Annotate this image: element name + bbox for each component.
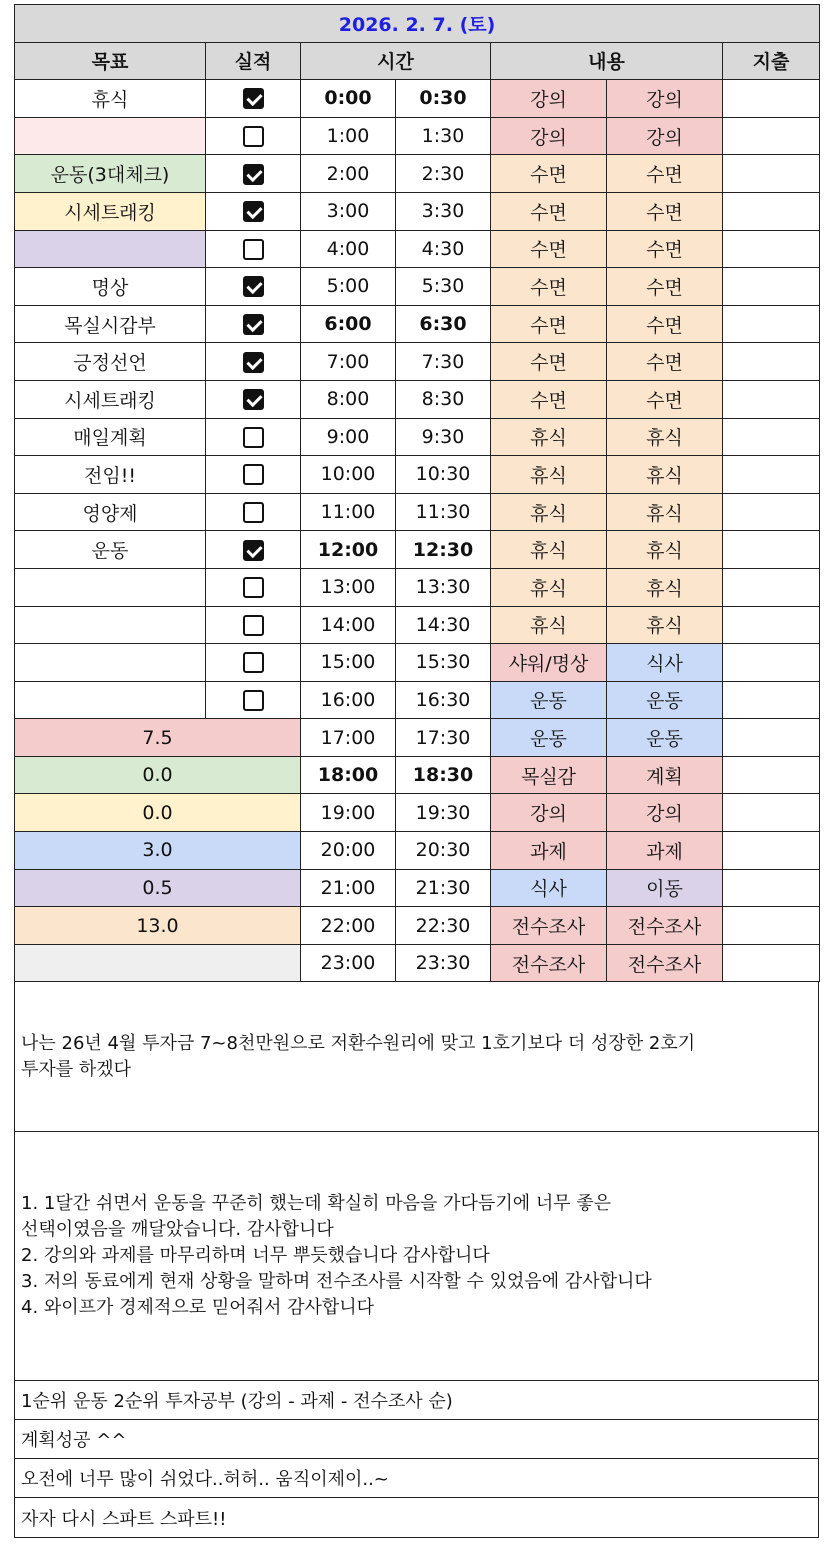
content-cell-first[interactable]: 수면 xyxy=(491,230,607,268)
time-half-cell: 18:30 xyxy=(396,756,491,794)
schedule-row xyxy=(15,832,820,870)
content-cell-second[interactable]: 휴식 xyxy=(607,568,723,606)
content-cell-second[interactable]: 휴식 xyxy=(607,456,723,494)
content-cell-second[interactable]: 이동 xyxy=(607,869,723,907)
time-start-cell: 5:00 xyxy=(301,268,396,306)
checkbox-checked[interactable] xyxy=(243,88,264,109)
time-half-cell: 0:30 xyxy=(396,80,491,118)
expense-cell[interactable] xyxy=(723,343,820,381)
gratitude-line: 4. 와이프가 경제적으로 믿어줘서 감사합니다 xyxy=(21,1297,375,1319)
goal-cell[interactable]: 명상 xyxy=(15,268,206,306)
content-cell-second[interactable]: 계획 xyxy=(607,756,723,794)
result-cell xyxy=(206,644,301,682)
result-cell xyxy=(206,606,301,644)
gratitude-text xyxy=(21,1191,652,1321)
time-half-cell: 23:30 xyxy=(396,944,491,982)
header-time: 시간 xyxy=(301,42,491,80)
result-cell xyxy=(206,456,301,494)
schedule-row xyxy=(15,80,820,118)
checkbox-checked[interactable] xyxy=(243,540,264,561)
daily-planner-sheet xyxy=(14,4,819,1538)
gratitude-box[interactable] xyxy=(15,1132,818,1381)
time-half-cell: 10:30 xyxy=(396,456,491,494)
schedule-row xyxy=(15,681,820,719)
schedule-row xyxy=(15,644,820,682)
goal-cell[interactable]: 시세트래킹 xyxy=(15,380,206,418)
time-half-cell: 20:30 xyxy=(396,832,491,870)
checkbox-checked[interactable] xyxy=(243,164,264,185)
checkbox-unchecked[interactable] xyxy=(243,502,264,523)
time-start-cell: 22:00 xyxy=(301,907,396,945)
content-cell-second[interactable]: 강의 xyxy=(607,80,723,118)
schedule-row xyxy=(15,117,820,155)
content-cell-second[interactable]: 휴식 xyxy=(607,493,723,531)
affirmation-text xyxy=(21,1031,695,1083)
content-cell-first[interactable]: 전수조사 xyxy=(491,944,607,982)
content-cell-first[interactable]: 강의 xyxy=(491,80,607,118)
content-cell-first[interactable]: 수면 xyxy=(491,343,607,381)
schedule-row xyxy=(15,606,820,644)
checkbox-unchecked[interactable] xyxy=(243,615,264,636)
expense-cell[interactable] xyxy=(723,606,820,644)
result-cell xyxy=(206,418,301,456)
content-cell-second[interactable]: 휴식 xyxy=(607,531,723,569)
result-cell xyxy=(206,192,301,230)
gratitude-line: 2. 강의와 과제를 마무리하며 너무 뿌듯했습니다 감사합니다 xyxy=(21,1245,490,1267)
content-cell-first[interactable]: 수면 xyxy=(491,268,607,306)
expense-cell[interactable] xyxy=(723,907,820,945)
content-cell-first[interactable]: 강의 xyxy=(491,794,607,832)
time-start-cell: 12:00 xyxy=(301,531,396,569)
expense-cell[interactable] xyxy=(723,493,820,531)
gratitude-line: 3. 저의 동료에게 현재 상황을 말하며 전수조사를 시작할 수 있었음에 감사합니다 xyxy=(21,1271,652,1293)
checkbox-checked[interactable] xyxy=(243,201,264,222)
content-cell-second[interactable]: 운동 xyxy=(607,719,723,757)
schedule-row xyxy=(15,719,820,757)
header-goal: 목표 xyxy=(15,42,206,80)
result-cell xyxy=(206,305,301,343)
schedule-row xyxy=(15,456,820,494)
content-cell-first[interactable]: 샤워/명상 xyxy=(491,644,607,682)
schedule-row xyxy=(15,531,820,569)
checkbox-checked[interactable] xyxy=(243,276,264,297)
schedule-row xyxy=(15,568,820,606)
goal-cell[interactable] xyxy=(15,117,206,155)
time-start-cell: 21:00 xyxy=(301,869,396,907)
category-total-cell: 7.5 xyxy=(15,719,301,757)
time-half-cell: 21:30 xyxy=(396,869,491,907)
checkbox-unchecked[interactable] xyxy=(243,690,264,711)
time-start-cell: 7:00 xyxy=(301,343,396,381)
time-half-cell: 14:30 xyxy=(396,606,491,644)
expense-cell[interactable] xyxy=(723,794,820,832)
time-half-cell: 16:30 xyxy=(396,681,491,719)
header-content: 내용 xyxy=(491,42,723,80)
review-list xyxy=(15,1381,818,1537)
content-cell-second[interactable]: 과제 xyxy=(607,832,723,870)
schedule-row xyxy=(15,493,820,531)
checkbox-checked[interactable] xyxy=(243,314,264,335)
checkbox-unchecked[interactable] xyxy=(243,126,264,147)
result-cell xyxy=(206,531,301,569)
time-half-cell: 22:30 xyxy=(396,907,491,945)
goal-cell[interactable]: 전임!! xyxy=(15,456,206,494)
header-row xyxy=(15,42,820,80)
time-start-cell: 20:00 xyxy=(301,832,396,870)
content-cell-first[interactable]: 휴식 xyxy=(491,568,607,606)
time-half-cell: 2:30 xyxy=(396,155,491,193)
affirmation-line: 투자를 하겠다 xyxy=(21,1058,132,1080)
schedule-row xyxy=(15,343,820,381)
time-start-cell: 18:00 xyxy=(301,756,396,794)
time-half-cell: 12:30 xyxy=(396,531,491,569)
time-start-cell: 3:00 xyxy=(301,192,396,230)
header-result: 실적 xyxy=(206,42,301,80)
content-cell-first[interactable]: 목실감 xyxy=(491,756,607,794)
review-row[interactable]: 1순위 운동 2순위 투자공부 (강의 - 과제 - 전수조사 순) xyxy=(15,1381,818,1420)
goal-cell[interactable]: 시세트래킹 xyxy=(15,192,206,230)
goal-cell[interactable] xyxy=(15,568,206,606)
checkbox-unchecked[interactable] xyxy=(243,239,264,260)
content-cell-second[interactable]: 수면 xyxy=(607,192,723,230)
schedule-row xyxy=(15,756,820,794)
result-cell xyxy=(206,117,301,155)
goal-cell[interactable] xyxy=(15,681,206,719)
time-half-cell: 13:30 xyxy=(396,568,491,606)
content-cell-second[interactable]: 수면 xyxy=(607,268,723,306)
content-cell-first[interactable]: 전수조사 xyxy=(491,907,607,945)
content-cell-second[interactable]: 전수조사 xyxy=(607,907,723,945)
content-cell-first[interactable]: 운동 xyxy=(491,681,607,719)
expense-cell[interactable] xyxy=(723,80,820,118)
content-cell-first[interactable]: 수면 xyxy=(491,305,607,343)
category-total-cell: 0.0 xyxy=(15,794,301,832)
checkbox-unchecked[interactable] xyxy=(243,464,264,485)
time-start-cell: 6:00 xyxy=(301,305,396,343)
expense-cell[interactable] xyxy=(723,568,820,606)
goal-cell[interactable]: 영양제 xyxy=(15,493,206,531)
goal-cell[interactable]: 목실시감부 xyxy=(15,305,206,343)
affirmation-line: 나는 26년 4월 투자금 7~8천만원으로 저환수원리에 맞고 1호기보다 더 성장한 2호기 xyxy=(21,1032,696,1054)
time-half-cell: 9:30 xyxy=(396,418,491,456)
time-half-cell: 4:30 xyxy=(396,230,491,268)
expense-cell[interactable] xyxy=(723,380,820,418)
time-start-cell: 0:00 xyxy=(301,80,396,118)
goal-cell[interactable]: 긍정선언 xyxy=(15,343,206,381)
content-cell-first[interactable]: 휴식 xyxy=(491,606,607,644)
result-cell xyxy=(206,80,301,118)
content-cell-second[interactable]: 휴식 xyxy=(607,418,723,456)
time-half-cell: 11:30 xyxy=(396,493,491,531)
goal-cell[interactable]: 휴식 xyxy=(15,80,206,118)
time-start-cell: 11:00 xyxy=(301,493,396,531)
content-cell-second[interactable]: 강의 xyxy=(607,794,723,832)
content-cell-first[interactable]: 운동 xyxy=(491,719,607,757)
expense-cell[interactable] xyxy=(723,192,820,230)
header-expense: 지출 xyxy=(723,42,820,80)
time-half-cell: 17:30 xyxy=(396,719,491,757)
time-start-cell: 10:00 xyxy=(301,456,396,494)
expense-cell[interactable] xyxy=(723,644,820,682)
content-cell-first[interactable]: 휴식 xyxy=(491,531,607,569)
category-total-cell: 0.5 xyxy=(15,869,301,907)
expense-cell[interactable] xyxy=(723,869,820,907)
schedule-table xyxy=(14,4,820,982)
content-cell-second[interactable]: 수면 xyxy=(607,380,723,418)
time-start-cell: 13:00 xyxy=(301,568,396,606)
time-start-cell: 4:00 xyxy=(301,230,396,268)
goal-cell[interactable]: 매일계획 xyxy=(15,418,206,456)
affirmation-box[interactable] xyxy=(15,982,818,1132)
expense-cell[interactable] xyxy=(723,832,820,870)
time-half-cell: 19:30 xyxy=(396,794,491,832)
time-start-cell: 15:00 xyxy=(301,644,396,682)
content-cell-first[interactable]: 휴식 xyxy=(491,456,607,494)
date-title: 2026. 2. 7. (토) xyxy=(15,5,820,43)
gratitude-line: 1. 1달간 쉬면서 운동을 꾸준히 했는데 확실히 마음을 가다듬기에 너무 좋은 xyxy=(21,1193,612,1215)
time-start-cell: 14:00 xyxy=(301,606,396,644)
time-half-cell: 15:30 xyxy=(396,644,491,682)
content-cell-second[interactable]: 수면 xyxy=(607,343,723,381)
time-start-cell: 2:00 xyxy=(301,155,396,193)
checkbox-checked[interactable] xyxy=(243,352,264,373)
content-cell-second[interactable]: 운동 xyxy=(607,681,723,719)
time-half-cell: 6:30 xyxy=(396,305,491,343)
category-total-cell: 3.0 xyxy=(15,832,301,870)
time-start-cell: 23:00 xyxy=(301,944,396,982)
content-cell-second[interactable]: 수면 xyxy=(607,155,723,193)
expense-cell[interactable] xyxy=(723,230,820,268)
content-cell-second[interactable]: 수면 xyxy=(607,305,723,343)
content-cell-first[interactable]: 식사 xyxy=(491,869,607,907)
expense-cell[interactable] xyxy=(723,756,820,794)
content-cell-second[interactable]: 휴식 xyxy=(607,606,723,644)
content-cell-first[interactable]: 수면 xyxy=(491,192,607,230)
content-cell-second[interactable]: 식사 xyxy=(607,644,723,682)
goal-cell[interactable] xyxy=(15,644,206,682)
gratitude-line: 선택이였음을 깨달았습니다. 감사합니다 xyxy=(21,1219,334,1241)
result-cell xyxy=(206,568,301,606)
content-cell-second[interactable]: 수면 xyxy=(607,230,723,268)
expense-cell[interactable] xyxy=(723,944,820,982)
time-start-cell: 9:00 xyxy=(301,418,396,456)
time-start-cell: 8:00 xyxy=(301,380,396,418)
time-half-cell: 1:30 xyxy=(396,117,491,155)
schedule-row xyxy=(15,418,820,456)
expense-cell[interactable] xyxy=(723,531,820,569)
result-cell xyxy=(206,681,301,719)
checkbox-unchecked[interactable] xyxy=(243,577,264,598)
schedule-row xyxy=(15,794,820,832)
expense-cell[interactable] xyxy=(723,681,820,719)
content-cell-second[interactable]: 강의 xyxy=(607,117,723,155)
time-start-cell: 1:00 xyxy=(301,117,396,155)
content-cell-first[interactable]: 과제 xyxy=(491,832,607,870)
time-half-cell: 8:30 xyxy=(396,380,491,418)
category-total-cell: 13.0 xyxy=(15,907,301,945)
content-cell-first[interactable]: 수면 xyxy=(491,155,607,193)
goal-cell[interactable]: 운동(3대체크) xyxy=(15,155,206,193)
time-half-cell: 7:30 xyxy=(396,343,491,381)
expense-cell[interactable] xyxy=(723,719,820,757)
result-cell xyxy=(206,380,301,418)
review-row[interactable]: 자자 다시 스파트 스파트!! xyxy=(21,1508,227,1530)
result-cell xyxy=(206,230,301,268)
schedule-row xyxy=(15,268,820,306)
checkbox-checked[interactable] xyxy=(243,389,264,410)
checkbox-unchecked[interactable] xyxy=(243,652,264,673)
schedule-row xyxy=(15,155,820,193)
expense-cell[interactable] xyxy=(723,268,820,306)
content-cell-first[interactable]: 수면 xyxy=(491,380,607,418)
expense-cell[interactable] xyxy=(723,305,820,343)
checkbox-unchecked[interactable] xyxy=(243,427,264,448)
result-cell xyxy=(206,155,301,193)
result-cell xyxy=(206,493,301,531)
result-cell xyxy=(206,268,301,306)
goal-cell[interactable]: 운동 xyxy=(15,531,206,569)
time-start-cell: 19:00 xyxy=(301,794,396,832)
content-cell-second[interactable]: 전수조사 xyxy=(607,944,723,982)
expense-cell[interactable] xyxy=(723,117,820,155)
goal-cell[interactable] xyxy=(15,230,206,268)
schedule-row xyxy=(15,907,820,945)
review-row[interactable]: 오전에 너무 많이 쉬었다..허허.. 움직이제이..~ xyxy=(15,1459,818,1498)
time-start-cell: 16:00 xyxy=(301,681,396,719)
time-half-cell: 3:30 xyxy=(396,192,491,230)
time-half-cell: 5:30 xyxy=(396,268,491,306)
content-cell-first[interactable]: 휴식 xyxy=(491,493,607,531)
schedule-row xyxy=(15,869,820,907)
expense-cell[interactable] xyxy=(723,456,820,494)
category-total-cell: 0.0 xyxy=(15,756,301,794)
expense-cell[interactable] xyxy=(723,155,820,193)
schedule-row xyxy=(15,192,820,230)
expense-cell[interactable] xyxy=(723,418,820,456)
result-cell xyxy=(206,343,301,381)
review-row[interactable]: 계획성공 ^^ xyxy=(15,1420,818,1459)
schedule-row xyxy=(15,944,820,982)
time-start-cell: 17:00 xyxy=(301,719,396,757)
schedule-row xyxy=(15,305,820,343)
content-cell-first[interactable]: 강의 xyxy=(491,117,607,155)
category-total-cell xyxy=(15,944,301,982)
notes-section xyxy=(14,982,819,1538)
schedule-row xyxy=(15,380,820,418)
goal-cell[interactable] xyxy=(15,606,206,644)
content-cell-first[interactable]: 휴식 xyxy=(491,418,607,456)
schedule-row xyxy=(15,230,820,268)
